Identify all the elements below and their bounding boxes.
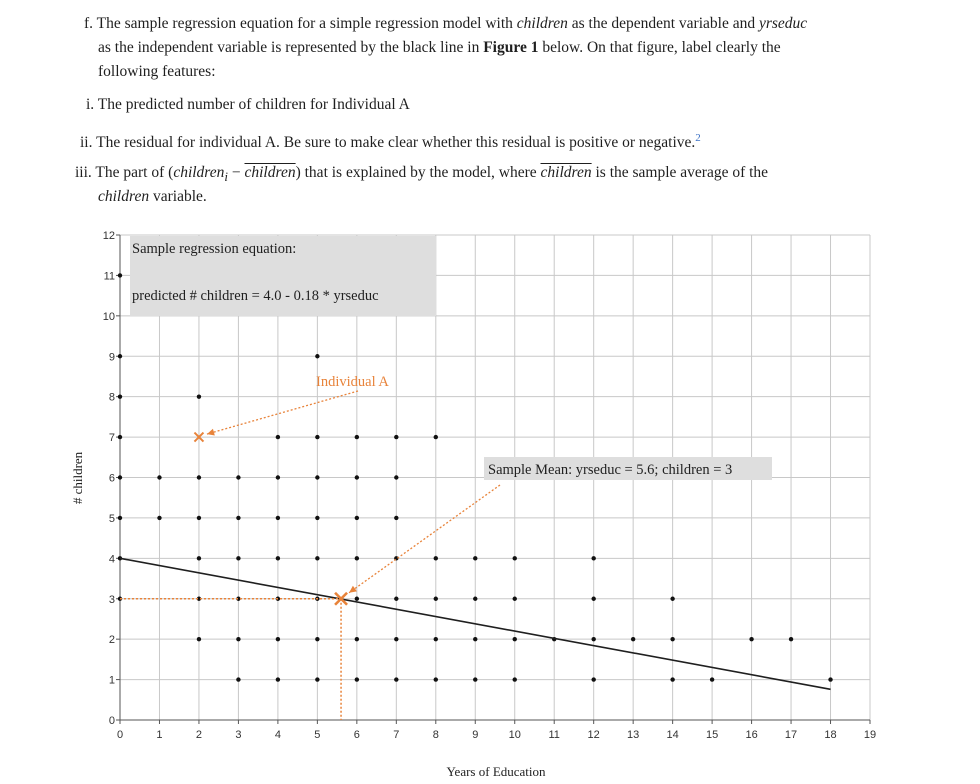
x-tick-label: 4 [274, 729, 281, 741]
question-iii-text2: ) that is explained by the model, where [295, 164, 541, 181]
data-point [434, 556, 438, 560]
y-tick-label: 10 [102, 310, 115, 323]
arrow-head [207, 429, 215, 436]
data-point [513, 637, 517, 641]
x-tick-label: 9 [472, 729, 479, 741]
data-point [710, 677, 714, 681]
data-point [197, 394, 201, 398]
data-point [118, 394, 122, 398]
data-point [355, 637, 359, 641]
data-point [236, 637, 240, 641]
x-tick-label: 14 [666, 729, 679, 741]
x-tick-label: 13 [627, 729, 640, 741]
y-tick-label: 12 [102, 230, 115, 242]
data-point [513, 556, 517, 560]
y-tick-label: 0 [108, 715, 115, 727]
data-point [315, 556, 319, 560]
y-tick-label: 11 [103, 270, 115, 283]
data-point [394, 516, 398, 520]
data-point [355, 597, 359, 601]
y-axis-label: # children [70, 451, 85, 505]
data-point [473, 597, 477, 601]
data-point [276, 435, 280, 439]
data-point [157, 475, 161, 479]
math-children-bar: children [244, 164, 296, 181]
y-tick-label: 4 [108, 553, 115, 566]
x-tick-label: 5 [314, 729, 321, 741]
question-iii-text1: The part of ( [95, 164, 174, 181]
question-ii-marker: ii. [80, 134, 93, 152]
data-point [118, 435, 122, 439]
y-tick-label: 3 [108, 593, 115, 606]
x-tick-label: 2 [195, 729, 203, 741]
question-f-text3: as the independent variable is represented by the black line in [98, 39, 484, 56]
data-point [118, 354, 122, 358]
question-f-text5: following features: [98, 63, 216, 80]
data-point [434, 435, 438, 439]
data-point [513, 677, 517, 681]
x-tick-label: 12 [587, 729, 600, 741]
data-point [355, 475, 359, 479]
data-point [434, 677, 438, 681]
data-point [394, 677, 398, 681]
data-point [394, 597, 398, 601]
data-point [276, 516, 280, 520]
individual-a-arrow [207, 391, 358, 435]
data-point [236, 677, 240, 681]
individual-a-label: Individual A [316, 374, 389, 390]
data-point [591, 677, 595, 681]
data-point [197, 637, 201, 641]
sample-mean-arrow [349, 485, 500, 593]
sample-mean-label: Sample Mean: yrseduc = 5.6; children = 3 [488, 462, 733, 478]
x-tick-label: 19 [863, 729, 877, 741]
data-point [355, 677, 359, 681]
data-point [670, 677, 674, 681]
question-f-marker: f. [84, 15, 94, 32]
arrow-head [349, 586, 357, 593]
data-point [434, 597, 438, 601]
data-point [315, 677, 319, 681]
x-tick-label: 11 [548, 729, 560, 741]
y-tick-label: 1 [108, 674, 115, 687]
data-point [749, 637, 753, 641]
data-point [236, 516, 240, 520]
question-f-text2: as the dependent variable and [567, 15, 759, 32]
question-iii-text4: variable. [149, 188, 207, 205]
data-point [276, 556, 280, 560]
question-ii-text: The residual for individual A. Be sure to make clear whether this residual is positive or negative. [96, 134, 696, 152]
y-tick-label: 5 [108, 512, 115, 525]
question-f-var2: yrseduc [758, 15, 808, 32]
math-children-i: children [173, 164, 225, 181]
question-i-text: The predicted number of children for Individual A [97, 96, 410, 113]
data-point [355, 516, 359, 520]
arrow-shaft [207, 391, 358, 434]
figure-reference: Figure 1 [483, 39, 539, 56]
data-point [355, 556, 359, 560]
math-minus: − [228, 164, 245, 181]
data-point [473, 637, 477, 641]
x-tick-label: 16 [745, 729, 758, 741]
x-tick-label: 7 [393, 729, 400, 741]
data-point [236, 475, 240, 479]
x-tick-label: 17 [784, 729, 798, 741]
data-point [670, 597, 674, 601]
data-point [394, 637, 398, 641]
equation-box-title: Sample regression equation: [132, 241, 297, 257]
question-f-var1: children [516, 15, 568, 32]
question-iii-text3: is the sample average of the [591, 164, 769, 181]
data-point [276, 677, 280, 681]
data-point [473, 556, 477, 560]
equation-box-equation: predicted # children = 4.0 - 0.18 * yrseduc [132, 288, 379, 304]
question-f-text1: The sample regression equation for a simple regression model with [96, 15, 517, 32]
data-point [591, 637, 595, 641]
math-children-var: children [98, 188, 150, 205]
data-point [670, 637, 674, 641]
x-tick-label: 3 [235, 729, 242, 741]
data-point [118, 516, 122, 520]
y-tick-label: 6 [108, 472, 115, 485]
y-tick-label: 7 [108, 432, 115, 445]
x-tick-label: 8 [432, 729, 439, 741]
y-tick-label: 8 [108, 391, 115, 404]
x-axis-label: Years of Education [446, 764, 546, 779]
data-point [473, 677, 477, 681]
data-point [828, 677, 832, 681]
data-point [315, 435, 319, 439]
data-point [513, 597, 517, 601]
arrow-shaft [349, 485, 500, 593]
data-point [157, 516, 161, 520]
data-point [315, 475, 319, 479]
data-point [394, 475, 398, 479]
data-point [789, 637, 793, 641]
data-point [197, 556, 201, 560]
data-point [591, 597, 595, 601]
y-tick-label: 2 [108, 634, 115, 647]
data-point [197, 475, 201, 479]
data-point [118, 475, 122, 479]
data-point [276, 475, 280, 479]
x-tick-label: 18 [824, 729, 837, 741]
data-point [276, 637, 280, 641]
x-tick-label: 10 [508, 729, 521, 741]
data-point [434, 637, 438, 641]
data-point [315, 516, 319, 520]
x-tick-label: 1 [156, 729, 163, 741]
math-children-bar-2: children [540, 164, 592, 181]
data-point [591, 556, 595, 560]
math-subscript: i [224, 169, 228, 185]
data-point [236, 556, 240, 560]
question-iii-marker: iii. [75, 164, 92, 181]
data-point [197, 516, 201, 520]
question-f-text4: below. On that figure, label clearly the [538, 39, 781, 56]
footnote-link[interactable]: 2 [695, 132, 701, 144]
data-point [315, 637, 319, 641]
data-point [394, 435, 398, 439]
question-i-marker: i. [86, 96, 95, 113]
data-point [118, 273, 122, 277]
y-tick-label: 9 [108, 351, 115, 364]
x-tick-label: 6 [353, 729, 360, 741]
data-point [355, 435, 359, 439]
x-tick-label: 0 [116, 729, 124, 741]
x-tick-label: 15 [705, 729, 719, 741]
data-point [631, 637, 635, 641]
data-point [315, 354, 319, 358]
